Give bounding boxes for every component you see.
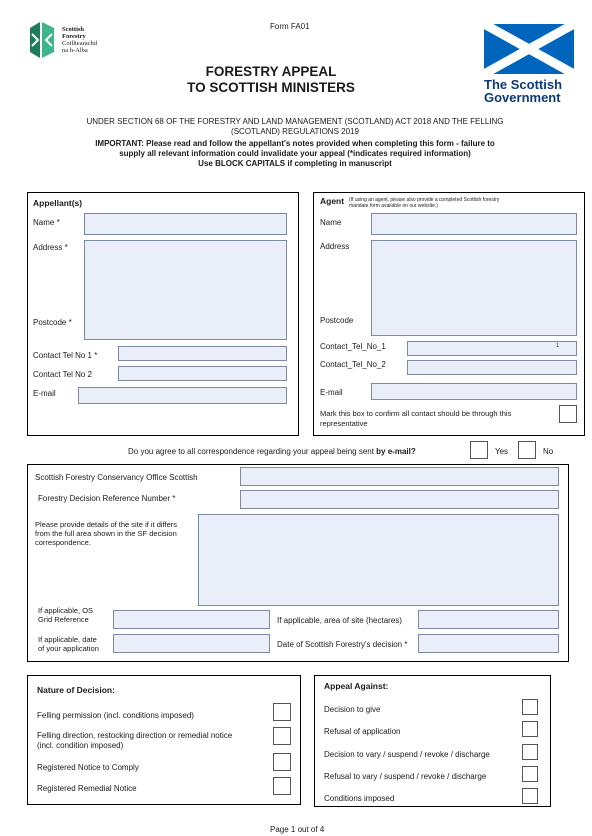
nature-checkbox-felling-permission[interactable] [273,703,291,721]
os-grid-label: If applicable, OS Grid Reference [38,606,94,624]
appellant-tel2-label: Contact Tel No 2 [33,370,92,379]
agent-tel1-label: Contact_Tel_No_1 [320,342,386,351]
nature-item-remedial-notice: Registered Remedial Notice [37,784,137,793]
against-item-decision-to-give: Decision to give [324,705,381,714]
reference-label: Forestry Decision Reference Number * [38,494,176,503]
site-details-label: Please provide details of the site if it differs from the full area shown in the SF decision correspondence. [35,520,178,547]
conservancy-label: Scottish Forestry Conservancy Office Scottish [35,473,198,482]
appellant-title: Appellant(s) [33,198,83,208]
agent-tel1-field[interactable] [407,341,577,356]
site-area-field[interactable] [418,610,559,629]
appellant-address-label: Address * [33,243,68,252]
against-title: Appeal Against: [324,681,389,691]
appellant-email-label: E-mail [33,389,56,398]
nature-item-felling-direction-sub: (incl. condition imposed) [37,741,124,750]
agent-tel1-value: 1 [556,343,560,349]
decision-date-label: Date of Scottish Forestry's decision * [277,640,408,649]
appellant-email-field[interactable] [78,387,287,404]
os-grid-field[interactable] [113,610,270,629]
against-item-conditions-imposed: Conditions imposed [324,794,395,803]
page-number: Page 1 out of 4 [270,825,325,834]
appeal-against-section [314,675,551,807]
scottish-forestry-logo-icon [26,20,58,60]
agent-representative-checkbox[interactable] [559,405,577,423]
against-checkbox-refusal[interactable] [522,721,538,737]
page-title: FORESTRY APPEAL TO SCOTTISH MINISTERS [187,64,355,95]
agent-note: (If using an agent, please also provide a completed Scottish forestry mandate form available on our website.) [349,197,500,209]
appellant-address-field[interactable] [84,240,287,340]
agent-address-field[interactable] [371,240,577,336]
against-checkbox-decision-to-vary[interactable] [522,744,538,760]
against-checkbox-decision-to-give[interactable] [522,699,538,715]
appellant-name-field[interactable] [84,213,287,235]
agent-address-label: Address [320,242,350,251]
agent-representative-text: Mark this box to confirm all contact should be through this representative [320,409,512,428]
form-id: Form FA01 [270,22,310,31]
agent-postcode-label: Postcode [320,316,354,325]
against-checkbox-refusal-to-vary[interactable] [522,766,538,782]
email-yes-checkbox[interactable] [470,441,488,459]
legislation-subtitle: UNDER SECTION 68 OF THE FORESTRY AND LAND MANAGEMENT (SCOTLAND) ACT 2018 AND THE FELLING (SCOTLAND) REGULATIONS 2019 [86,117,504,136]
nature-checkbox-remedial-notice[interactable] [273,777,291,795]
email-no-checkbox[interactable] [518,441,536,459]
agent-name-field[interactable] [371,213,577,235]
appellant-tel1-label: Contact Tel No 1 * [33,351,98,360]
appellant-tel2-field[interactable] [118,366,287,381]
appellant-postcode-label: Postcode * [33,318,72,327]
important-notice: IMPORTANT: Please read and follow the appellant's notes provided when completing this form - failure to supply all relevant information could invalidate your appeal (*indicates required information) Use BLOCK CAPITALS if completing in manuscript [95,139,495,168]
nature-checkbox-notice-to-comply[interactable] [273,753,291,771]
agent-tel2-field[interactable] [407,360,577,375]
site-details-field[interactable] [198,514,559,606]
agent-title: Agent [320,196,345,206]
nature-item-felling-permission: Felling permission (incl. conditions imposed) [37,711,194,720]
email-no-label: No [543,447,554,456]
email-question: Do you agree to all correspondence regarding your appeal being sent by e-mail? [128,447,416,456]
agent-email-label: E-mail [320,388,343,397]
nature-title: Nature of Decision: [37,685,115,695]
scottish-forestry-logo-text: Scottish Forestry Coilltearachd na h-Alba [62,26,98,54]
against-checkbox-conditions-imposed[interactable] [522,788,538,804]
email-yes-label: Yes [495,447,509,456]
appellant-name-label: Name * [33,218,60,227]
conservancy-field[interactable] [240,467,559,486]
agent-tel2-label: Contact_Tel_No_2 [320,360,386,369]
site-area-label: If applicable, area of site (hectares) [277,616,402,625]
against-item-decision-to-vary: Decision to vary / suspend / revoke / discharge [324,750,490,759]
nature-item-felling-direction: Felling direction, restocking direction or remedial notice [37,731,233,740]
against-item-refusal: Refusal of application [324,727,401,736]
application-date-label: If applicable, date of your application [38,635,99,653]
against-item-refusal-to-vary: Refusal to vary / suspend / revoke / discharge [324,772,487,781]
application-date-field[interactable] [113,634,270,653]
scottish-government-logo-text: The Scottish Government [484,77,563,105]
saltire-flag-icon [484,24,574,74]
nature-item-notice-to-comply: Registered Notice to Comply [37,763,139,772]
reference-field[interactable] [240,490,559,509]
agent-name-label: Name [320,218,342,227]
agent-email-field[interactable] [371,383,577,400]
nature-checkbox-felling-direction[interactable] [273,727,291,745]
decision-date-field[interactable] [418,634,559,653]
appellant-tel1-field[interactable] [118,346,287,361]
